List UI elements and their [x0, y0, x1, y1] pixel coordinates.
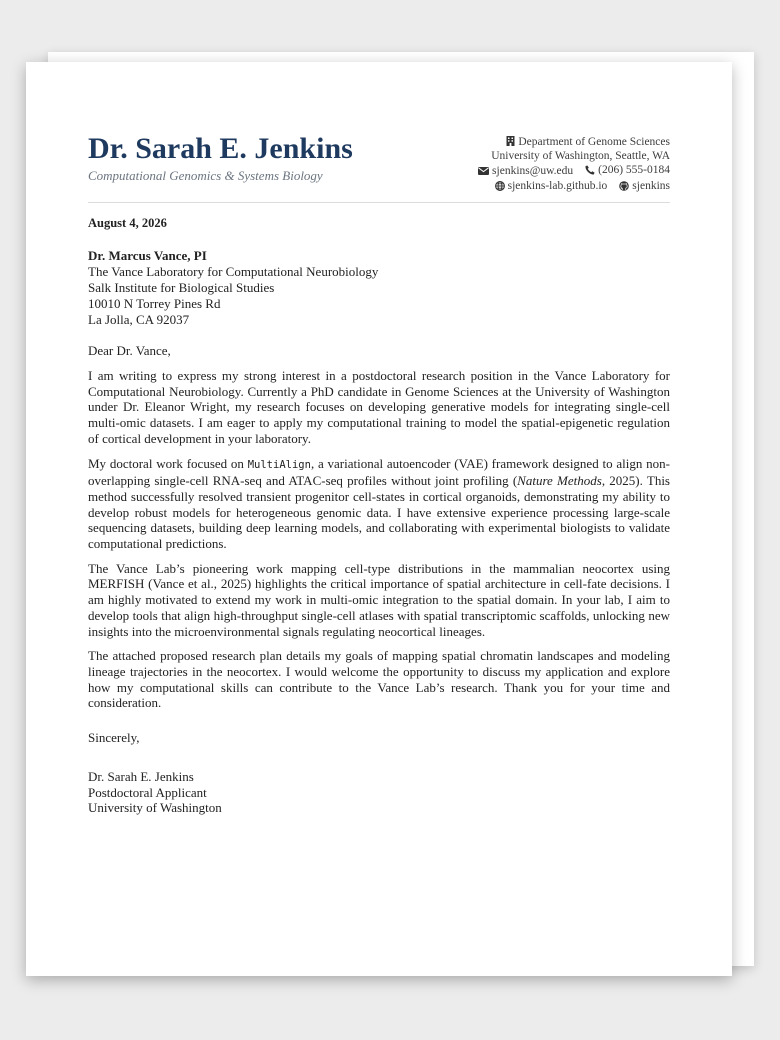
recipient-block	[88, 248, 670, 328]
recipient-lab: The Vance Laboratory for Computational Neurobiology	[88, 264, 379, 279]
recipient-name: Dr. Marcus Vance, PI	[88, 248, 207, 263]
p2-end-text: , 2025). This method successfully resolved transient progenitor cell-states in cortical organoids, demonstrating my ability to develop robust models for heterogeneous genomic data. I have extensive experience processing large-scale sequencing datasets, building deep learning models, and collaborating with experimental biologists to validate computational predictions.	[88, 473, 670, 552]
salutation: Dear Dr. Vance,	[88, 343, 171, 358]
signature-name: Dr. Sarah E. Jenkins	[88, 769, 194, 785]
contact-block	[478, 135, 670, 195]
signature-affiliation: University of Washington	[88, 800, 222, 816]
body-paragraph-2	[88, 456, 670, 552]
letter-date: August 4, 2026	[88, 216, 167, 230]
department-text: Department of Genome Sciences	[518, 136, 670, 148]
department-line	[478, 135, 670, 149]
recipient-city: La Jolla, CA 92037	[88, 312, 190, 327]
recipient-street: 10010 N Torrey Pines Rd	[88, 296, 221, 311]
globe-icon	[495, 181, 505, 191]
phone-icon	[585, 165, 595, 175]
tool-name: MultiAlign	[247, 458, 311, 471]
letterhead	[88, 132, 670, 203]
sender-name: Dr. Sarah E. Jenkins	[88, 132, 353, 165]
phone-text: (206) 555-0184	[598, 164, 670, 176]
body-paragraph-1: I am writing to express my strong interest in a postdoctoral research position in the Vance Laboratory for Computational Neurobiology. Currently a PhD candidate in Genome Sciences at the University of Washington under Dr. Eleanor Wright, my research focuses on developing generative models for integrating single-cell multi-omic datasets. I am eager to apply my computational training to model the spatial-epigenetic regulation of cortical development in your laboratory.	[88, 368, 670, 446]
building-icon	[506, 136, 515, 146]
envelope-icon	[478, 167, 489, 175]
recipient-institute: Salk Institute for Biological Studies	[88, 280, 275, 295]
sender-subtitle: Computational Genomics & Systems Biology	[88, 168, 323, 183]
website-text: sjenkins-lab.github.io	[507, 180, 608, 192]
body-paragraph-4: The attached proposed research plan details my goals of mapping spatial chromatin landscapes and modeling lineage trajectories in the neocortex. I would welcome the opportunity to discuss my application and explore how my computational skills can contribute to the Vance Lab’s research. Thank you for your time and consideration.	[88, 648, 670, 711]
web-line	[478, 179, 670, 195]
email-text: sjenkins@uw.edu	[492, 165, 574, 177]
letter-content	[88, 132, 670, 816]
email-link[interactable]	[478, 164, 573, 178]
closing: Sincerely,	[88, 730, 140, 746]
email-phone-line	[478, 163, 670, 179]
signature-title: Postdoctoral Applicant	[88, 784, 207, 800]
p2-intro-text: My doctoral work focused on	[88, 455, 248, 471]
body-paragraph-3: The Vance Lab’s pioneering work mapping cell-type distributions in the mammalian neocortex using MERFISH (Vance et al., 2025) highlights the critical importance of spatial architecture in cell-fate decisions. I am highly motivated to extend my work in multi-omic integration to the spatial domain. In your lab, I aim to develop tools that align high-throughput single-cell atlases with spatial transcriptomic scaffolds, unlocking new insights into the microenvironmental signals regulating neocortical lineages.	[88, 560, 670, 639]
website-link[interactable]	[495, 179, 608, 193]
signature-block	[88, 769, 670, 816]
journal-name: Nature Methods	[517, 473, 602, 489]
p2-middle-text: , a variational autoencoder (VAE) framework designed to align non-overlapping single-cell RNA-seq and ATAC-seq profiles without joint profiling (	[88, 455, 670, 489]
letter-page	[26, 62, 732, 976]
university-line: University of Washington, Seattle, WA	[491, 150, 670, 162]
phone-item	[585, 163, 670, 177]
github-text: sjenkins	[632, 180, 670, 192]
github-icon	[619, 181, 629, 191]
github-link[interactable]	[619, 179, 670, 193]
